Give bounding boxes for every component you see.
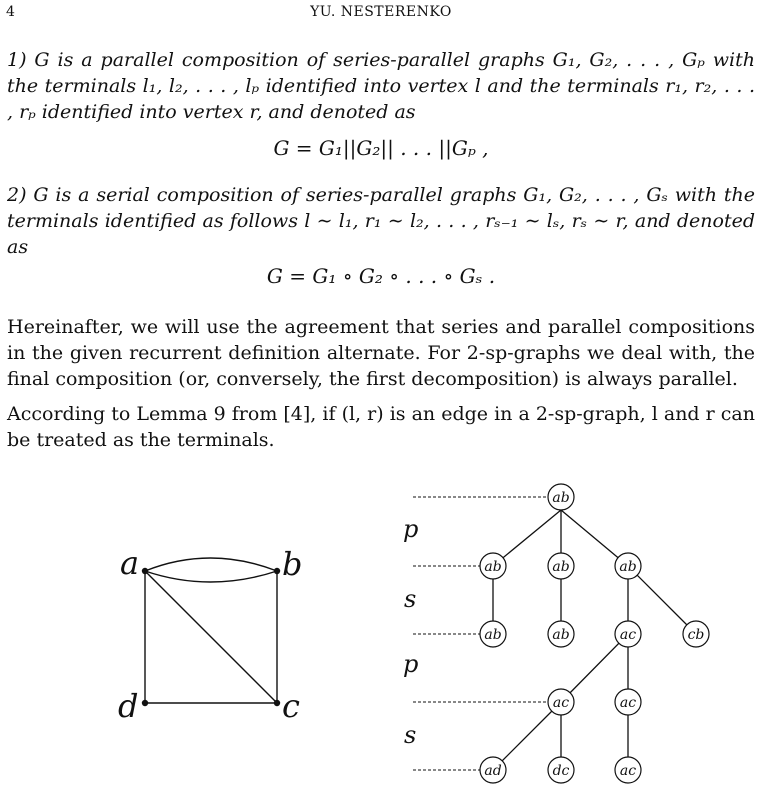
tree-node-circles (480, 484, 709, 783)
tree-node-label: ab (552, 490, 570, 506)
level-label: s (404, 585, 417, 613)
graph-label-c: c (282, 687, 300, 725)
tree-edge (628, 566, 696, 634)
tree-node-label: ac (552, 695, 570, 711)
paragraph-compositions: Hereinafter, we will use the agreement that series and parallel compositions in the given recurrent definition alternate. For 2-sp-graphs we deal with, the final composition (or, conversely, the first decomposition) is always parallel. (7, 316, 755, 390)
tree-node-label: ad (484, 763, 502, 779)
item-1-text: 1) G is a parallel composition of series-parallel graphs G₁, G₂, . . . , Gₚ with the terminals l₁, l₂, . . . , lₚ identified into vertex l and the terminals r₁, r₂, . . . , rₚ identified into vertex r, and denoted as (7, 49, 755, 123)
level-label: p (403, 515, 419, 543)
running-title: YU. NESTERENKO (310, 4, 452, 20)
tree-node-label: ab (484, 559, 502, 575)
item-2-text: 2) G is a serial composition of series-parallel graphs G₁, G₂, . . . , Gₛ with the terminals identified as follows l ∼ l₁, r₁ ∼ l₂, . . . , rₛ₋₁ ∼ lₛ, rₛ ∼ r, and denoted as (7, 184, 755, 258)
graph-vertex-d (142, 700, 148, 706)
tree-node-label: ac (619, 763, 637, 779)
graph-label-a: a (120, 544, 140, 582)
tree-node-label: cb (687, 627, 705, 643)
tree-edges (493, 510, 696, 770)
tree-edge (561, 634, 628, 702)
tree-node-label: ab (484, 627, 502, 643)
tree-node-label: ab (552, 559, 570, 575)
graph-edge (145, 558, 277, 571)
graph-vertex-c (274, 700, 280, 706)
paragraph-lemma: According to Lemma 9 from [4], if (l, r) is an edge in a 2-sp-graph, l and r can be treated as the terminals. (7, 403, 755, 451)
tree-node-label: ac (619, 695, 637, 711)
graph-vertex-a (142, 568, 148, 574)
item-1-formula: G = G₁||G₂|| . . . ||Gₚ , (273, 136, 489, 160)
tree-node-label: ab (619, 559, 637, 575)
graph-figure (145, 558, 277, 703)
level-label: p (403, 650, 419, 678)
item-2-formula: G = G₁ ∘ G₂ ∘ . . . ∘ Gₛ . (266, 264, 496, 288)
graph-edge (145, 571, 277, 582)
tree-node-label: ac (619, 627, 637, 643)
tree-node-label: dc (552, 763, 570, 779)
level-label: s (404, 721, 417, 749)
page-number: 4 (6, 4, 15, 20)
graph-vertex-b (274, 568, 280, 574)
graph-label-d: d (118, 687, 139, 725)
tree-node-label: ab (552, 627, 570, 643)
graph-label-b: b (282, 545, 303, 583)
tree-edge (493, 702, 561, 770)
graph-edge (145, 571, 277, 703)
